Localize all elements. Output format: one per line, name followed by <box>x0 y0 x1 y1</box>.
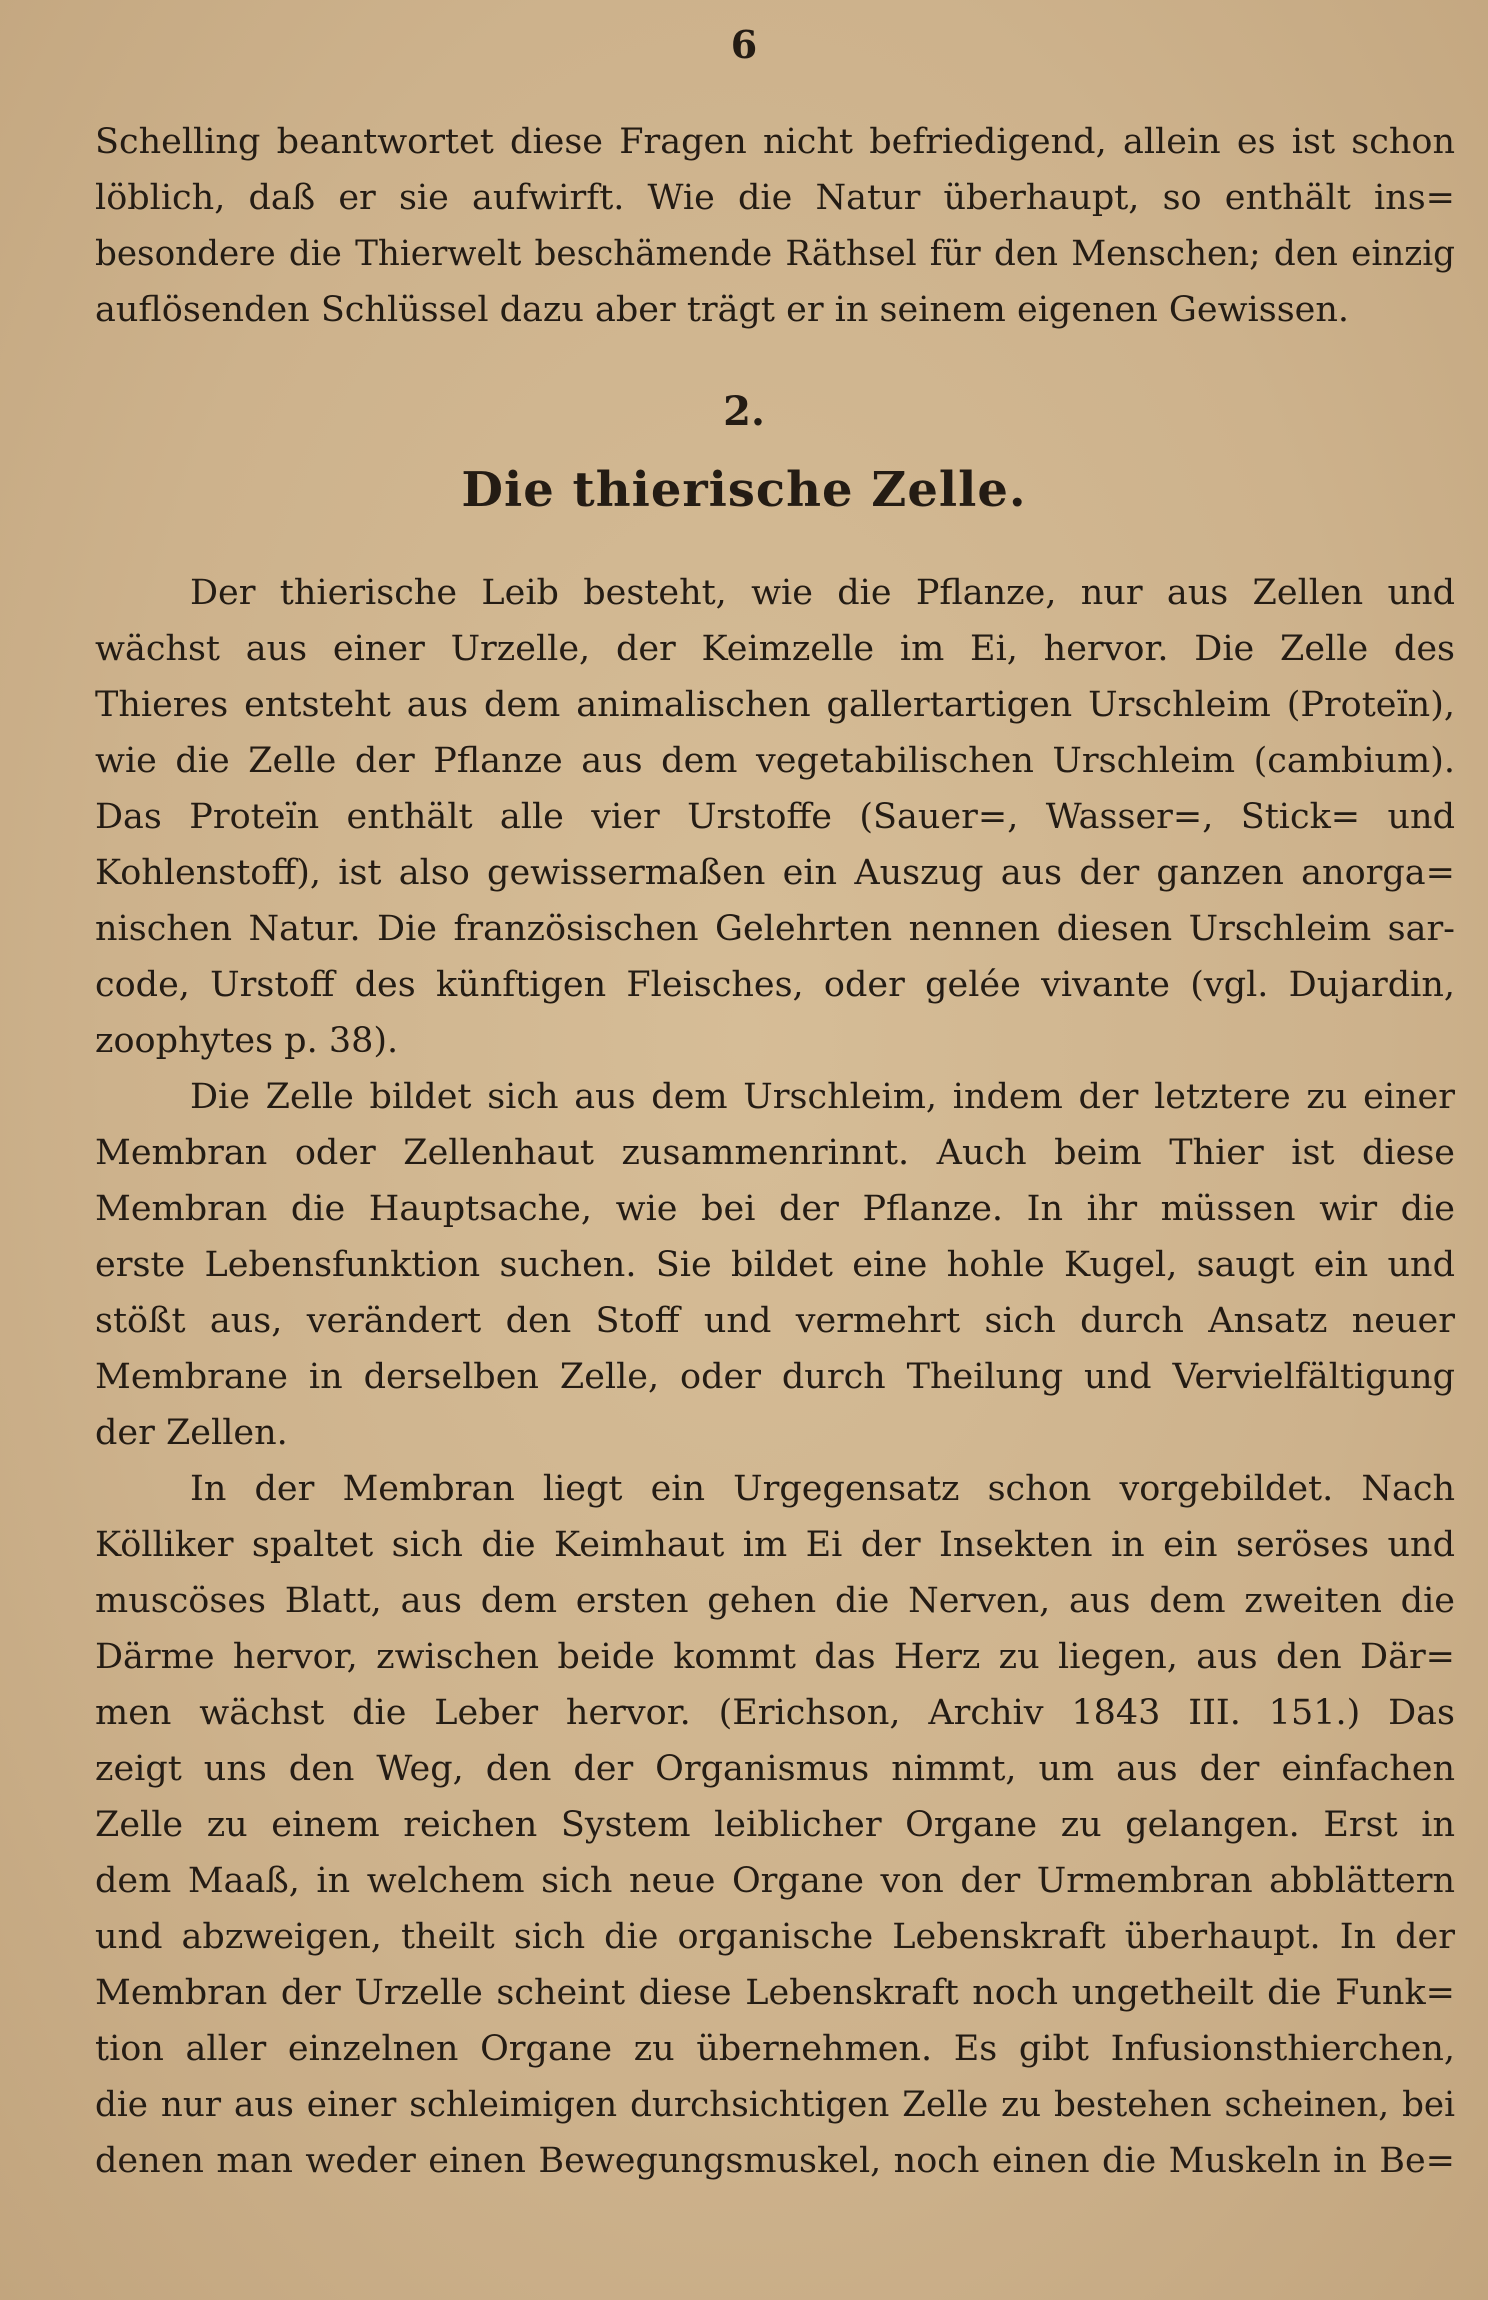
text-line: Kohlenstoff), ist also gewissermaßen ein Auszug aus der ganzen anorga= <box>95 853 1455 893</box>
text-line: In der Membran liegt ein Urgegensatz schon vorgebildet. Nach <box>190 1469 1455 1509</box>
paragraph-2 <box>95 1069 1455 1461</box>
text-line: Membran oder Zellenhaut zusammenrinnt. Auch beim Thier ist diese <box>95 1133 1455 1173</box>
text-line: besondere die Thierwelt beschämende Räthsel für den Menschen; den einzig <box>95 234 1455 274</box>
section-title: Die thierische Zelle. <box>461 462 1027 518</box>
text-line: löblich, daß er sie aufwirft. Wie die Natur überhaupt, so enthält ins= <box>95 178 1455 218</box>
page-number: 6 <box>730 22 758 67</box>
text-line: Die Zelle bildet sich aus dem Urschleim, indem der letztere zu einer <box>190 1077 1455 1117</box>
text-line: Membran der Urzelle scheint diese Lebenskraft noch ungetheilt die Funk= <box>95 1973 1455 2013</box>
text-line: und abzweigen, theilt sich die organische Lebenskraft überhaupt. In der <box>95 1917 1455 1957</box>
text-line: men wächst die Leber hervor. (Erichson, Archiv 1843 III. 151.) Das <box>95 1693 1455 1733</box>
paragraph-1 <box>95 565 1455 1069</box>
text-line: Membran die Hauptsache, wie bei der Pflanze. In ihr müssen wir die <box>95 1189 1455 1229</box>
text-line: erste Lebensfunktion suchen. Sie bildet eine hohle Kugel, saugt ein und <box>95 1245 1455 1285</box>
text-line: tion aller einzelnen Organe zu übernehmen. Es gibt Infusionsthierchen, <box>95 2029 1455 2069</box>
text-line: Das Proteïn enthält alle vier Urstoffe (Sauer=, Wasser=, Stick= und <box>95 797 1455 837</box>
text-line: denen man weder einen Bewegungsmuskel, noch einen die Muskeln in Be= <box>95 2141 1455 2181</box>
intro-paragraph <box>95 114 1455 338</box>
text-line: Zelle zu einem reichen System leiblicher Organe zu gelangen. Erst in <box>95 1805 1455 1845</box>
section-number: 2. <box>723 388 765 435</box>
paragraph-3 <box>95 1461 1455 2189</box>
text-line: zoophytes p. 38). <box>95 1021 399 1061</box>
text-line: Kölliker spaltet sich die Keimhaut im Ei der Insekten in ein seröses und <box>95 1525 1455 1565</box>
text-line: Schelling beantwortet diese Fragen nicht befriedigend, allein es ist schon <box>95 122 1455 162</box>
text-line: stößt aus, verändert den Stoff und vermehrt sich durch Ansatz neuer <box>95 1301 1455 1341</box>
text-line: auflösenden Schlüssel dazu aber trägt er in seinem eigenen Gewissen. <box>95 290 1350 330</box>
text-line: dem Maaß, in welchem sich neue Organe von der Urmembran abblättern <box>95 1861 1455 1901</box>
text-line: zeigt uns den Weg, den der Organismus nimmt, um aus der einfachen <box>95 1749 1455 1789</box>
text-line: nischen Natur. Die französischen Gelehrten nennen diesen Urschleim sar- <box>95 909 1455 949</box>
text-line: Thieres entsteht aus dem animalischen gallertartigen Urschleim (Proteïn), <box>95 685 1455 725</box>
text-line: Der thierische Leib besteht, wie die Pflanze, nur aus Zellen und <box>190 573 1455 613</box>
text-line: wie die Zelle der Pflanze aus dem vegetabilischen Urschleim (cambium). <box>95 741 1455 781</box>
text-line: Membrane in derselben Zelle, oder durch Theilung und Vervielfältigung <box>95 1357 1455 1397</box>
text-line: der Zellen. <box>95 1413 288 1453</box>
text-line: code, Urstoff des künftigen Fleisches, oder gelée vivante (vgl. Dujardin, <box>95 965 1455 1005</box>
text-line: die nur aus einer schleimigen durchsichtigen Zelle zu bestehen scheinen, bei <box>95 2085 1455 2125</box>
text-line: Därme hervor, zwischen beide kommt das Herz zu liegen, aus den Där= <box>95 1637 1455 1677</box>
text-line: wächst aus einer Urzelle, der Keimzelle im Ei, hervor. Die Zelle des <box>95 629 1455 669</box>
text-line: muscöses Blatt, aus dem ersten gehen die Nerven, aus dem zweiten die <box>95 1581 1455 1621</box>
